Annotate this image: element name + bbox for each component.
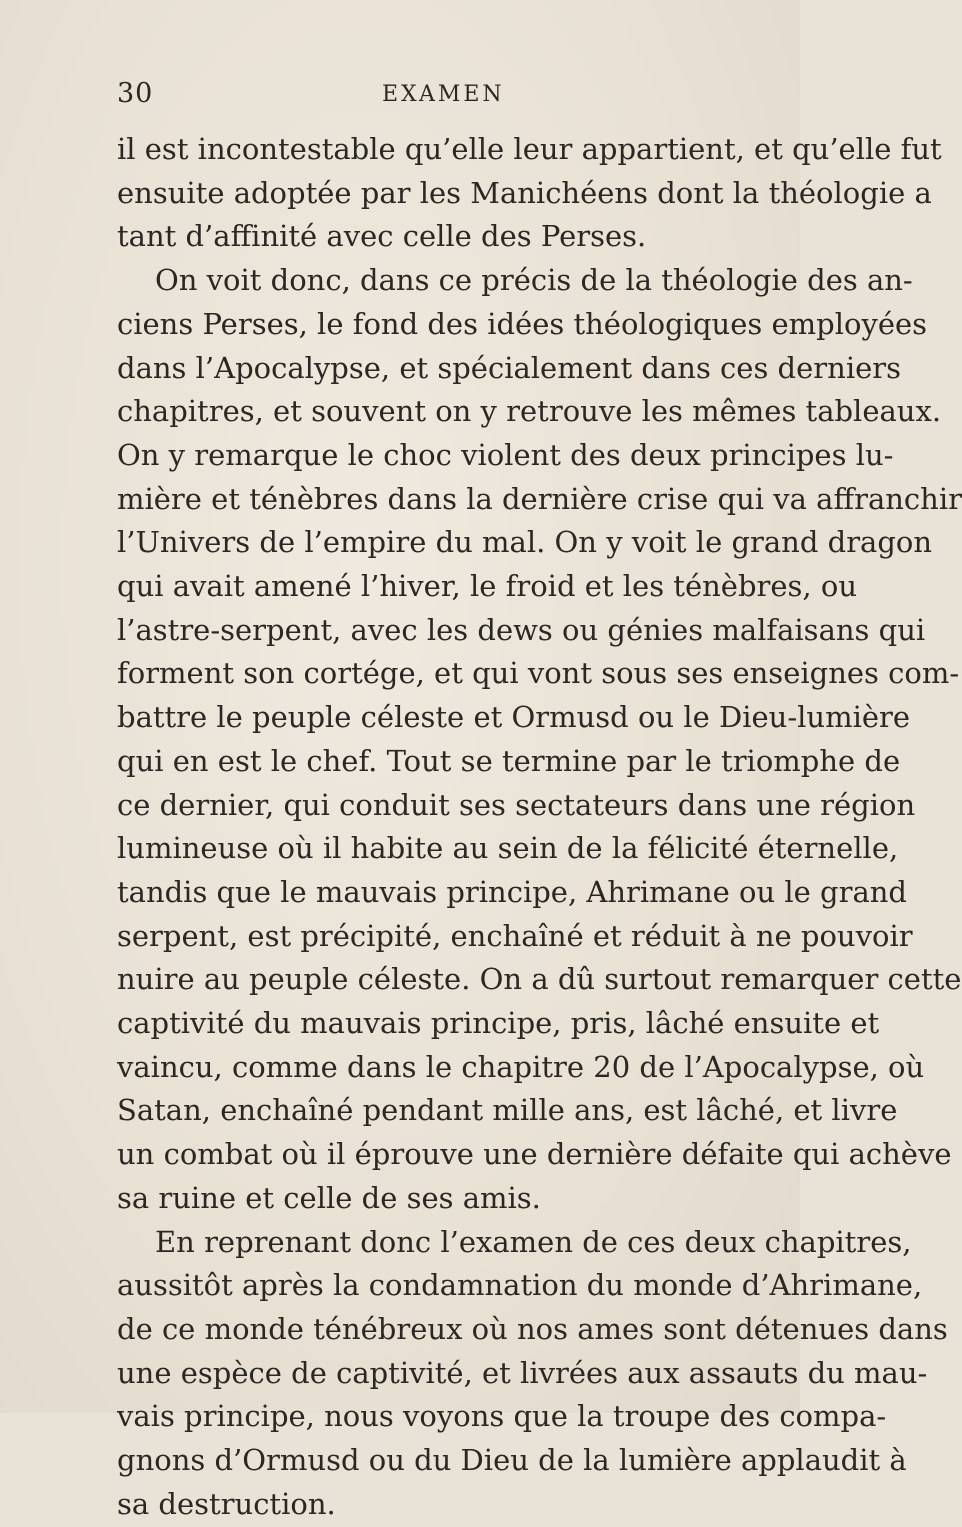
text-line: mière et ténèbres dans la dernière crise qui va affranchir <box>117 481 962 516</box>
text-line: lumineuse où il habite au sein de la félicité éternelle, <box>117 831 899 866</box>
text-line: Satan, enchaîné pendant mille ans, est lâché, et livre <box>117 1093 898 1128</box>
text-line: aussitôt après la condamnation du monde d’Ahrimane, <box>117 1268 923 1303</box>
text-line: nuire au peuple céleste. On a dû surtout remarquer cette <box>117 962 962 997</box>
text-line: gnons d’Ormusd ou du Dieu de la lumière applaudit à <box>117 1443 907 1478</box>
text-line: serpent, est précipité, enchaîné et réduit à ne pouvoir <box>117 918 913 953</box>
text-line: vais principe, nous voyons que la troupe des compa- <box>117 1399 887 1434</box>
paragraph <box>117 128 942 259</box>
text-line: tant d’affinité avec celle des Perses. <box>117 219 647 254</box>
text-line: On y remarque le choc violent des deux principes lu- <box>117 437 894 472</box>
paragraph <box>117 1221 948 1527</box>
paragraph <box>117 259 962 1220</box>
text-line: il est incontestable qu’elle leur appartient, et qu’elle fut <box>117 132 942 166</box>
text-line: On voit donc, dans ce précis de la théologie des an- <box>155 263 913 298</box>
text-line: tandis que le mauvais principe, Ahrimane ou le grand <box>117 874 907 909</box>
text-line: dans l’Apocalypse, et spécialement dans ces derniers <box>117 350 902 385</box>
text-line: battre le peuple céleste et Ormusd ou le Dieu-lumière <box>117 700 911 735</box>
text-line: chapitres, et souvent on y retrouve les mêmes tableaux. <box>117 394 942 429</box>
page-header <box>117 78 757 118</box>
text-line: En reprenant donc l’examen de ces deux chapitres, <box>155 1224 912 1259</box>
running-title: EXAMEN <box>382 82 505 107</box>
text-line: sa ruine et celle de ses amis. <box>117 1180 541 1215</box>
text-line: qui en est le chef. Tout se termine par le triomphe de <box>117 743 901 778</box>
text-line: qui avait amené l’hiver, le froid et les ténèbres, ou <box>117 569 857 604</box>
text-line: captivité du mauvais principe, pris, lâché ensuite et <box>117 1006 880 1041</box>
text-line: vaincu, comme dans le chapitre 20 de l’Apocalypse, où <box>117 1049 925 1084</box>
text-line: ciens Perses, le fond des idées théologiques employées <box>117 306 928 341</box>
text-line: forment son cortége, et qui vont sous ses enseignes com- <box>117 656 960 691</box>
page-number: 30 <box>117 78 154 109</box>
text-line: l’astre-serpent, avec les dews ou génies malfaisans qui <box>117 612 926 647</box>
text-line: un combat où il éprouve une dernière défaite qui achève <box>117 1137 952 1172</box>
text-line: l’Univers de l’empire du mal. On y voit le grand dragon <box>117 525 933 560</box>
text-line: sa destruction. <box>117 1486 336 1521</box>
body-text <box>117 128 962 1527</box>
text-line: de ce monde ténébreux où nos ames sont détenues dans <box>117 1311 948 1346</box>
text-line: une espèce de captivité, et livrées aux assauts du mau- <box>117 1355 928 1390</box>
text-line: ensuite adoptée par les Manichéens dont la théologie a <box>117 175 932 210</box>
text-line: ce dernier, qui conduit ses sectateurs dans une région <box>117 787 916 822</box>
